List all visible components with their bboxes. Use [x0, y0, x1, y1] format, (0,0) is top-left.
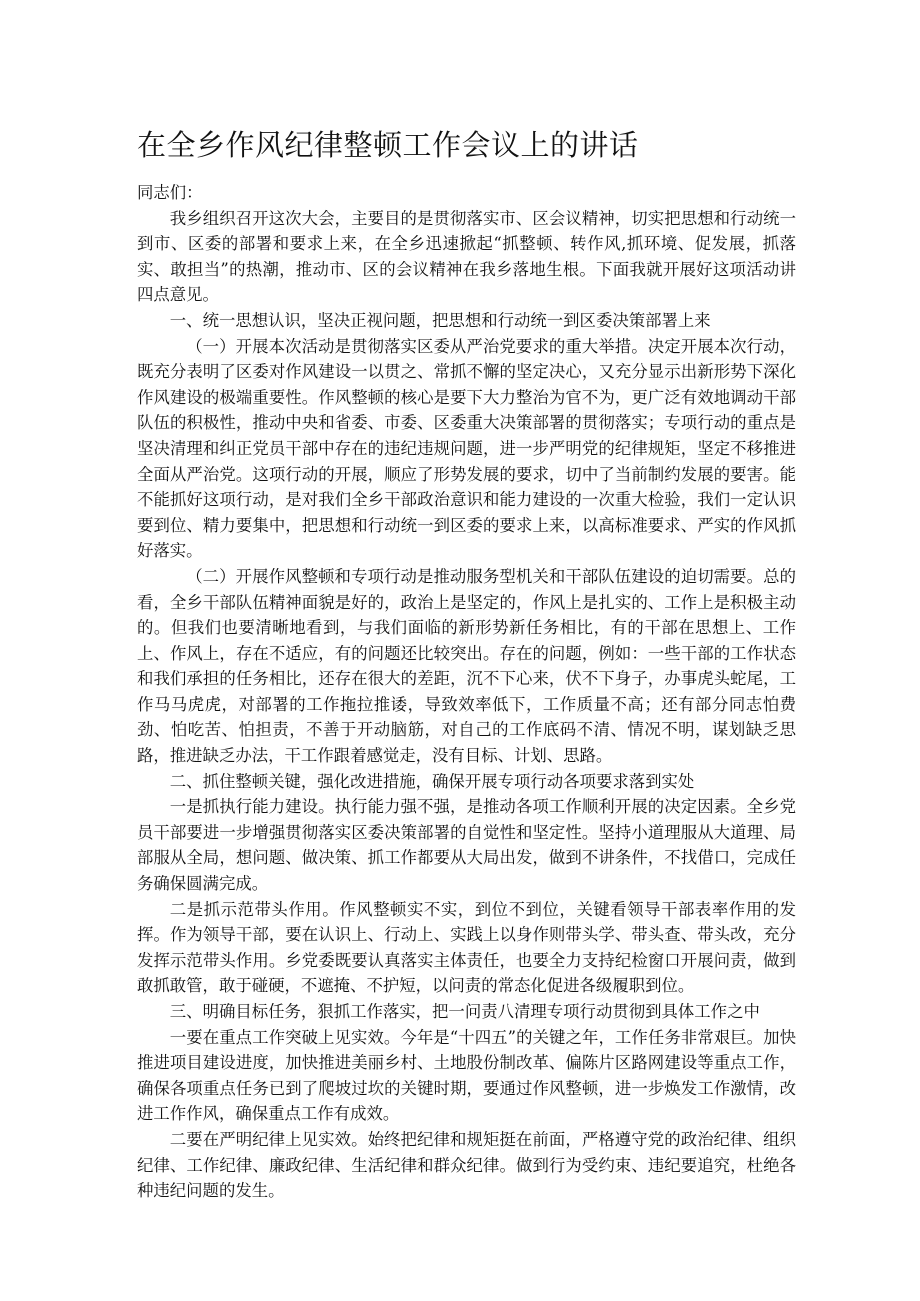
- point-3-2: 二要在严明纪律上见实效。始终把纪律和规矩挺在前面，严格遵守党的政治纪律、组织纪律、工作纪律、廉政纪律、生活纪律和群众纪律。做到行为受约束、违纪要追究，杜绝各种违纪问题的发生。: [137, 1129, 796, 1201]
- salutation: 同志们：: [137, 183, 203, 202]
- section-heading-1: 一、统一思想认识，坚决正视问题，把思想和行动统一到区委决策部署上来: [169, 310, 711, 330]
- intro-paragraph: 我乡组织召开这次大会，主要目的是贯彻落实市、区会议精神，切实把思想和行动统一到市、区委的部署和要求上来，在全乡迅速掀起“抓整顿、转作风,抓环境、促发展，抓落实、敢担当”的热潮，推动市、区的会议精神在我乡落地生根。下面我就开展好这项活动讲四点意见。: [137, 208, 796, 305]
- point-3-1: 一要在重点工作突破上见实效。今年是“十四五”的关键之年，工作任务非常艰巨。加快推进项目建设进度，加快推进美丽乡村、土地股份制改革、偏陈片区路网建设等重点工作，确保各项重点任务已到了爬坡过坎的关键时期，要通过作风整顿，进一步焕发工作激情，改进工作作风，确保重点工作有成效。: [137, 1027, 796, 1124]
- subsection-1-2: （二）开展作风整顿和专项行动是推动服务型机关和干部队伍建设的迫切需要。总的看，全乡干部队伍精神面貌是好的，政治上是坚定的，作风上是扎实的、工作上是积极主动的。但我们也要清晰地看到，与我们面临的新形势新任务相比，有的干部在思想上、工作上、作风上，存在不适应，有的问题还比较突出。存在的问题，例如：一些干部的工作状态和我们承担的任务相比，还存在很大的差距，沉不下心来，伏不下身子，办事虎头蛇尾，工作马马虎虎，对部署的工作拖拉推诿，导致效率低下，工作质量不高；还有部分同志怕费劲、怕吃苦、怕担责，不善于开动脑筋，对自己的工作底码不清、情况不明，谋划缺乏思路，推进缺乏办法，干工作跟着感觉走，没有目标、计划、思路。: [137, 566, 796, 766]
- point-2-2: 二是抓示范带头作用。作风整顿实不实，到位不到位，关键看领导干部表率作用的发挥。作为领导干部，要在认识上、行动上、实践上以身作则带头学、带头查、带头改，充分发挥示范带头作用。乡党委既要认真落实主体责任，也要全力支持纪检窗口开展问责，做到敢抓敢管，敢于碰硬，不遮掩、不护短，以问责的常态化促进各级履职到位。: [137, 899, 796, 996]
- section-heading-2: 二、抓住整顿关键，强化改进措施，确保开展专项行动各项要求落到实处: [169, 771, 695, 791]
- document-body: [137, 180, 796, 1204]
- point-2-1: 一是抓执行能力建设。执行能力强不强，是推动各项工作顺利开展的决定因素。全乡党员干部要进一步增强贯彻落实区委决策部署的自觉性和坚定性。坚持小道理服从大道理、局部服从全局，想问题、做决策、抓工作都要从大局出发，做到不讲条件，不找借口，完成任务确保圆满完成。: [137, 797, 796, 894]
- section-heading-3: 三、明确目标任务，狠抓工作落实，把一问责八清理专项行动贯彻到具体工作之中: [169, 1002, 760, 1021]
- document-title: 在全乡作风纪律整顿工作会议上的讲话: [137, 128, 639, 162]
- subsection-1-1: （一）开展本次活动是贯彻落实区委从严治党要求的重大举措。决定开展本次行动，既充分表明了区委对作风建设一以贯之、常抓不懈的坚定决心，又充分显示出新形势下深化作风建设的极端重要性。作风整顿的核心是要下大力整治为官不为，更广泛有效地调动干部队伍的积极性，推动中央和省委、市委、区委重大决策部署的贯彻落实；专项行动的重点是坚决清理和纠正党员干部中存在的违纪违规问题，进一步严明党的纪律规矩，坚定不移推进全面从严治党。这项行动的开展，顺应了形势发展的要求，切中了当前制约发展的要害。能不能抓好这项行动，是对我们全乡干部政治意识和能力建设的一次重大检验，我们一定认识要到位、精力要集中，把思想和行动统一到区委的要求上来，以高标准要求、严实的作风抓好落实。: [137, 336, 796, 561]
